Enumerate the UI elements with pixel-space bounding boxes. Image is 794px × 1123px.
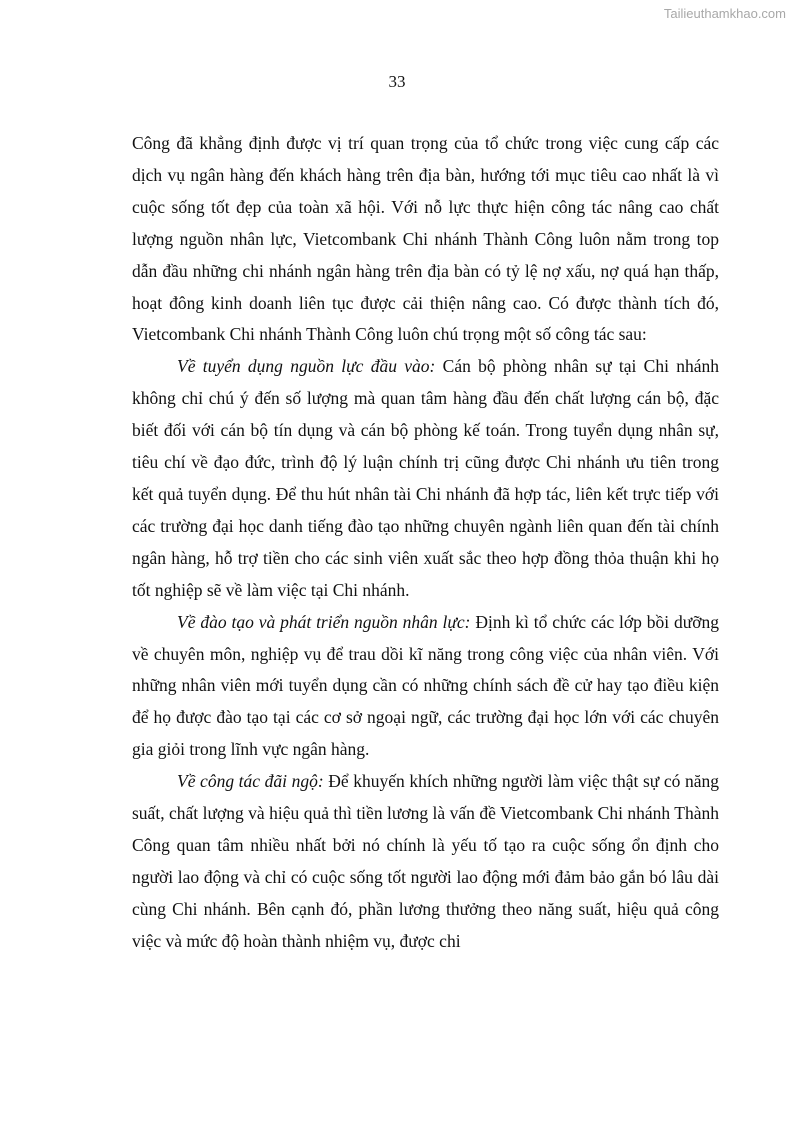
paragraph-lead-recruitment: Về tuyển dụng nguồn lực đầu vào: (177, 356, 436, 377)
paragraph-recruitment (132, 351, 719, 606)
watermark-text: Tailieuthamkhao.com (663, 6, 786, 21)
paragraph-text: Để khuyến khích những người làm việc thật sự có năng suất, chất lượng và hiệu quả thì tiền lương là vấn đề Vietcombank Chi nhánh Thành Công quan tâm nhiều nhất bởi nó chính là yếu tố tạo ra cuộc sống ổn định cho người lao động và chỉ có cuộc sống tốt người lao động mới đảm bảo gắn bó lâu dài cùng Chi nhánh. Bên cạnh đó, phần lương thưởng theo năng suất, hiệu quả công việc và mức độ hoàn thành nhiệm vụ, được chi (132, 771, 719, 951)
paragraph-continuation (132, 128, 719, 351)
paragraph-text: Cán bộ phòng nhân sự tại Chi nhánh không chỉ chú ý đến số lượng mà quan tâm hàng đầu đến chất lượng cán bộ, đặc biết đối với cán bộ tín dụng và cán bộ phòng kế toán. Trong tuyển dụng nhân sự, tiêu chí về đạo đức, trình độ lý luận chính trị cũng được Chi nhánh ưu tiên trong kết quả tuyển dụng. Để thu hút nhân tài Chi nhánh đã hợp tác, liên kết trực tiếp với các trường đại học danh tiếng đào tạo những chuyên ngành liên quan đến tài chính ngân hàng, hỗ trợ tiền cho các sinh viên xuất sắc theo hợp đồng thỏa thuận khi họ tốt nghiệp sẽ về làm việc tại Chi nhánh. (132, 356, 720, 600)
paragraph-text: Định kì tổ chức các lớp bồi dưỡng về chuyên môn, nghiệp vụ để trau dồi kĩ năng trong công việc của nhân viên. Với những nhân viên mới tuyển dụng cần có những chính sách đề cử hay tạo điều kiện để họ được đào tạo tại các cơ sở ngoại ngữ, các trường đại học lớn với các chuyên gia giỏi trong lĩnh vực ngân hàng. (132, 611, 719, 760)
paragraph-lead-compensation: Về công tác đãi ngộ: (177, 771, 324, 792)
page-number: 33 (388, 72, 406, 91)
paragraph-lead-training: Về đào tạo và phát triển nguồn nhân lực: (177, 611, 471, 632)
document-body (132, 128, 719, 958)
paragraph-compensation (132, 766, 719, 957)
paragraph-text: Công đã khẳng định được vị trí quan trọng của tổ chức trong việc cung cấp các dịch vụ ngân hàng đến khách hàng trên địa bàn, hướng tới mục tiêu cao nhất là vì cuộc sống tốt đẹp của toàn xã hội. Với nỗ lực thực hiện công tác nâng cao chất lượng nguồn nhân lực, Vietcombank Chi nhánh Thành Công luôn nằm trong top dẫn đầu những chi nhánh ngân hàng trên địa bàn có tỷ lệ nợ xấu, nợ quá hạn thấp, hoạt đông kinh doanh liên tục được cải thiện nâng cao. Có được thành tích đó, Vietcombank Chi nhánh Thành Công luôn chú trọng một số công tác sau: (132, 133, 719, 345)
paragraph-training (132, 607, 719, 767)
